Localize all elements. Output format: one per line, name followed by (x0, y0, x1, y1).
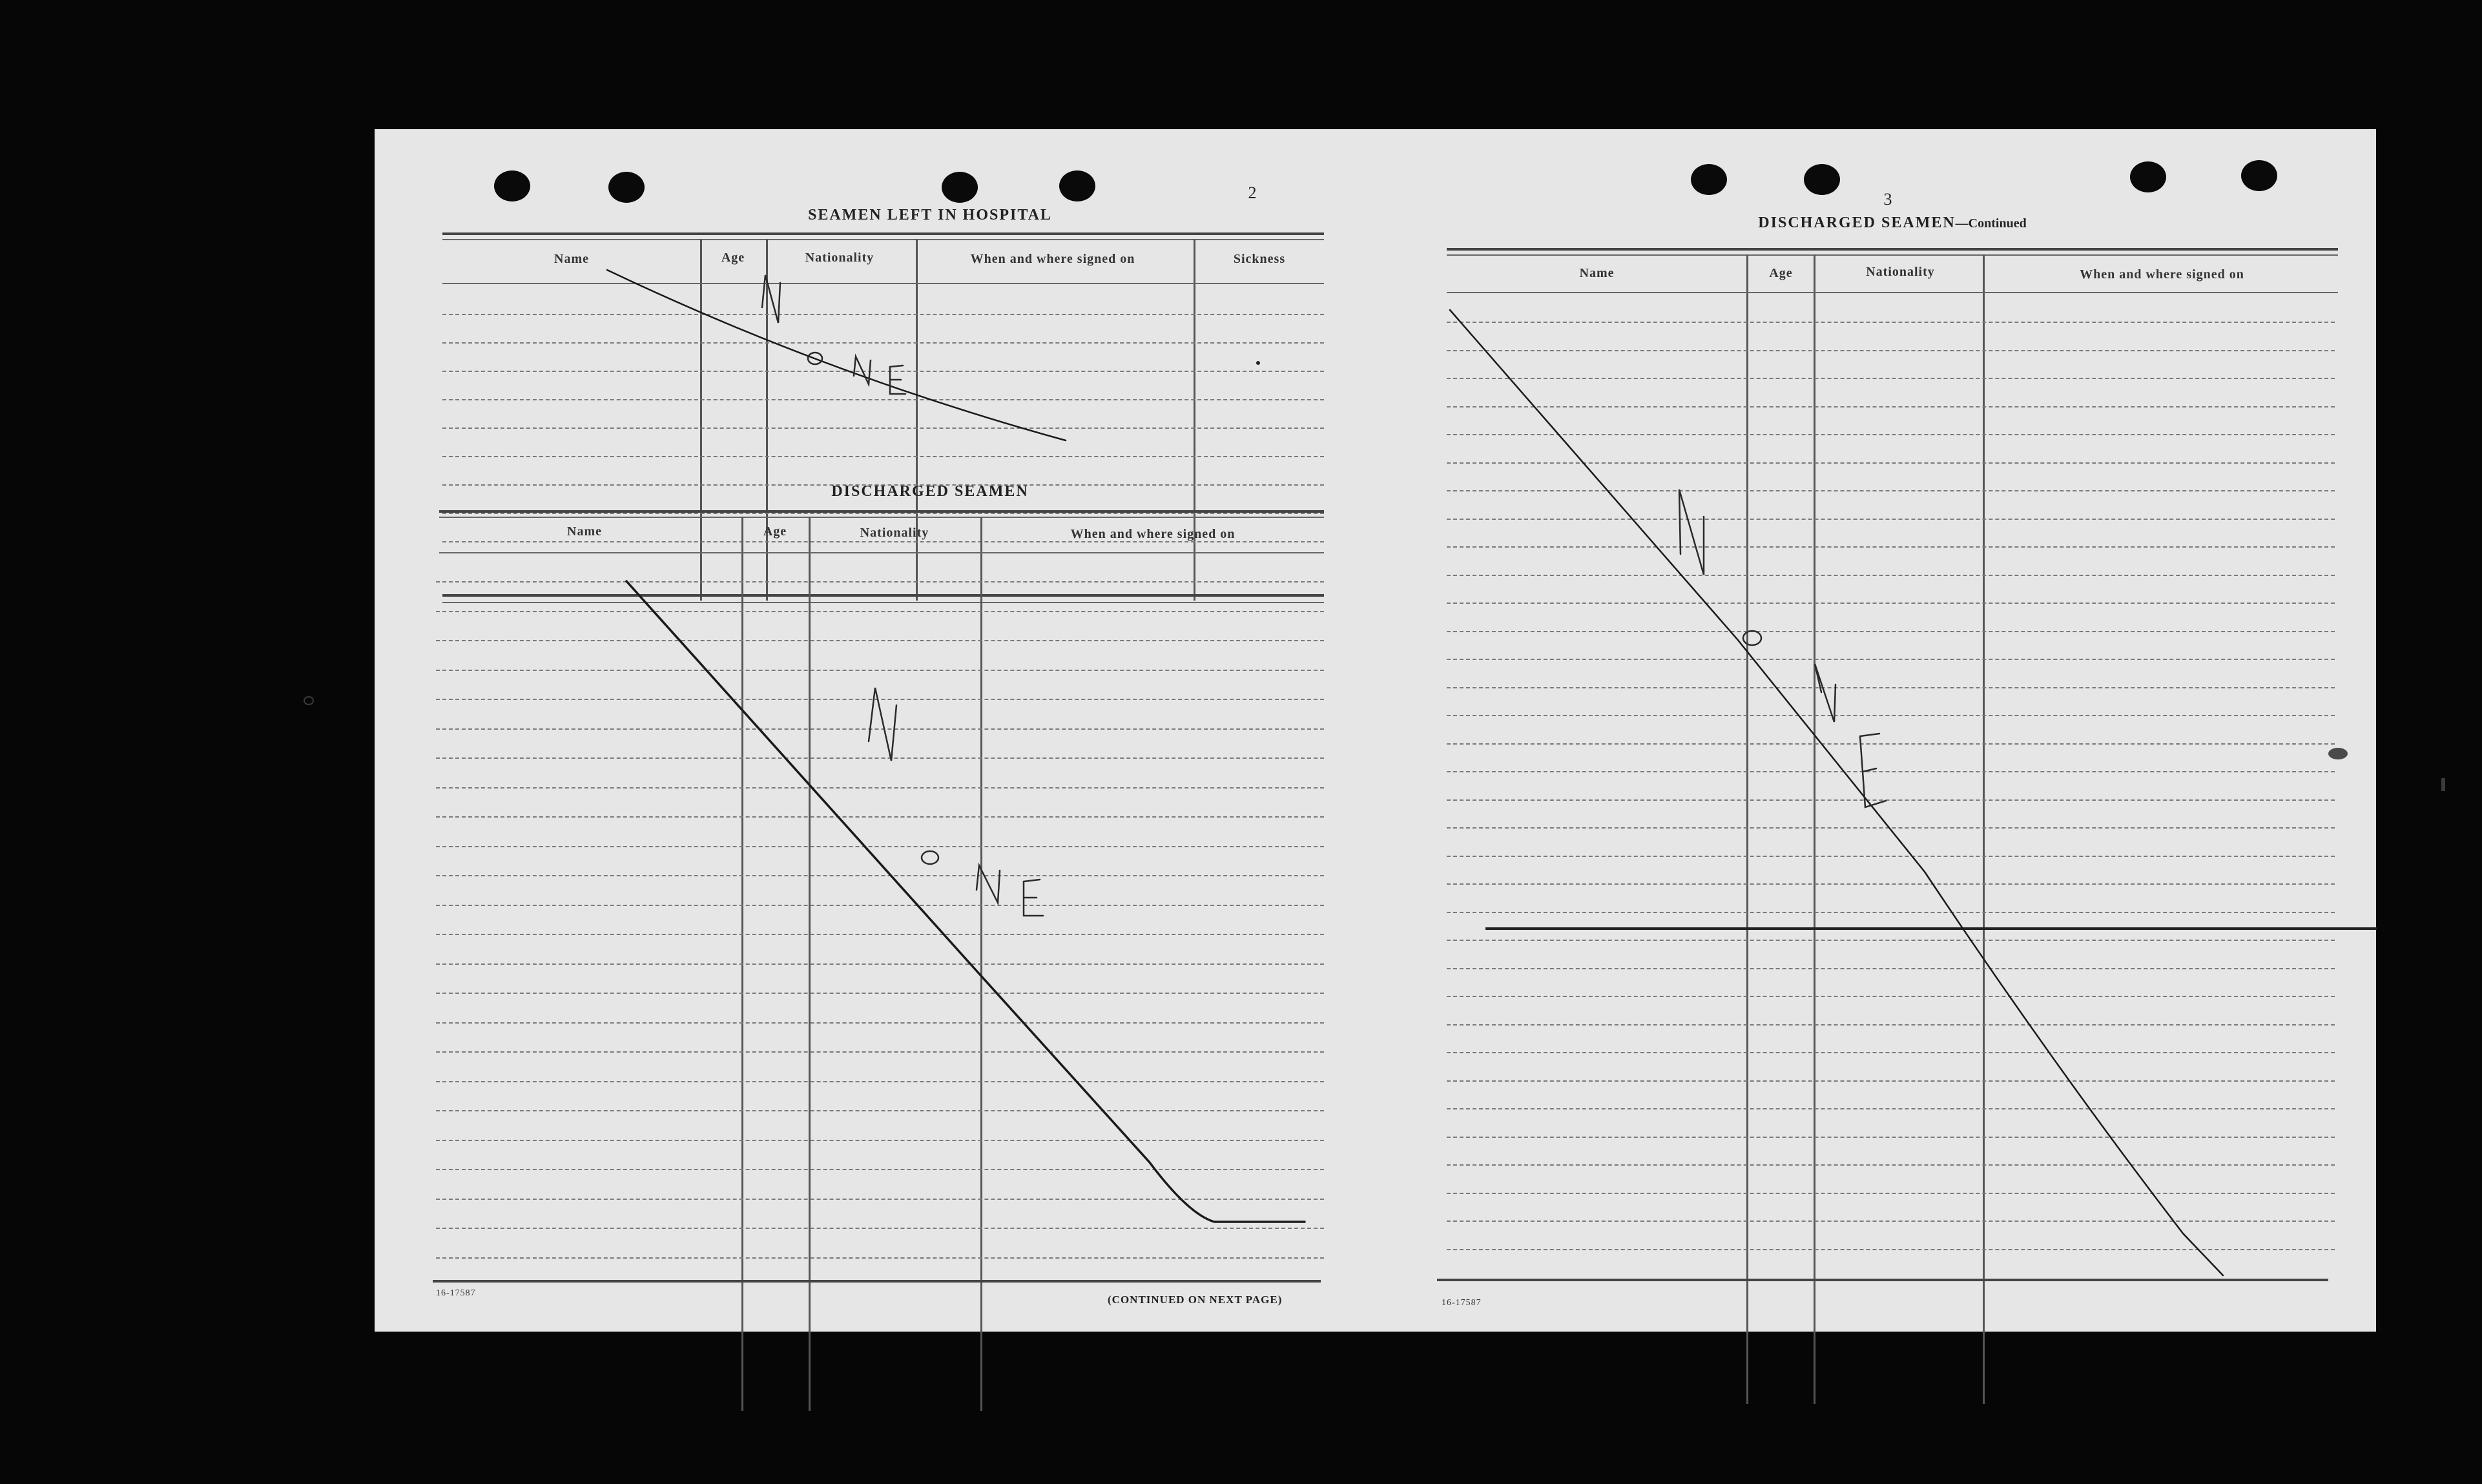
column-header-name: Name (1579, 266, 1615, 280)
title-main: DISCHARGED SEAMEN (1758, 214, 1956, 231)
handwritten-n (869, 688, 896, 761)
column-header-age: Age (721, 251, 745, 265)
strike-through-line (607, 270, 1066, 440)
handwritten-e (1860, 734, 1886, 807)
strike-through-line (1450, 310, 2223, 1275)
page-number-left: 2 (1248, 183, 1257, 202)
speck (2328, 748, 2348, 759)
handwritten-n (1679, 490, 1704, 575)
handwritten-n (1815, 664, 1836, 722)
column-header-nationality: Nationality (1866, 265, 1935, 279)
handwritten-n (854, 356, 871, 384)
discharged-title: DISCHARGED SEAMEN (831, 483, 1029, 500)
continued-note: (CONTINUED ON NEXT PAGE) (1108, 1293, 1283, 1306)
column-header-nationality: Nationality (805, 251, 874, 265)
column-header-name: Name (567, 524, 602, 539)
column-header-signed-on: When and where signed on (2080, 267, 2244, 282)
handwritten-e (1024, 880, 1043, 916)
ink-dot (1256, 361, 1260, 365)
form-number-right: 16-17587 (1442, 1298, 1482, 1308)
column-header-nationality: Nationality (860, 526, 929, 540)
handwritten-o (1743, 631, 1761, 645)
handwritten-o (922, 851, 938, 864)
column-header-name: Name (554, 252, 589, 266)
form-number-left: 16-17587 (436, 1288, 476, 1298)
hospital-title: SEAMEN LEFT IN HOSPITAL (808, 207, 1052, 223)
column-header-age: Age (1769, 266, 1793, 280)
title-continued: —Continued (1955, 216, 2027, 231)
record-sheet (375, 129, 2376, 1332)
handwritten-n (977, 865, 1000, 903)
handwriting-layer (375, 129, 2376, 1332)
page-number-right: 3 (1883, 190, 1892, 209)
handwritten-n (762, 275, 780, 323)
column-header-age: Age (763, 524, 787, 539)
column-header-sickness: Sickness (1233, 252, 1286, 266)
column-header-signed-on: When and where signed on (970, 252, 1135, 266)
speck (2441, 778, 2445, 791)
column-header-signed-on: When and where signed on (1070, 527, 1236, 541)
speck (304, 696, 314, 705)
strike-through-line (626, 581, 1305, 1222)
